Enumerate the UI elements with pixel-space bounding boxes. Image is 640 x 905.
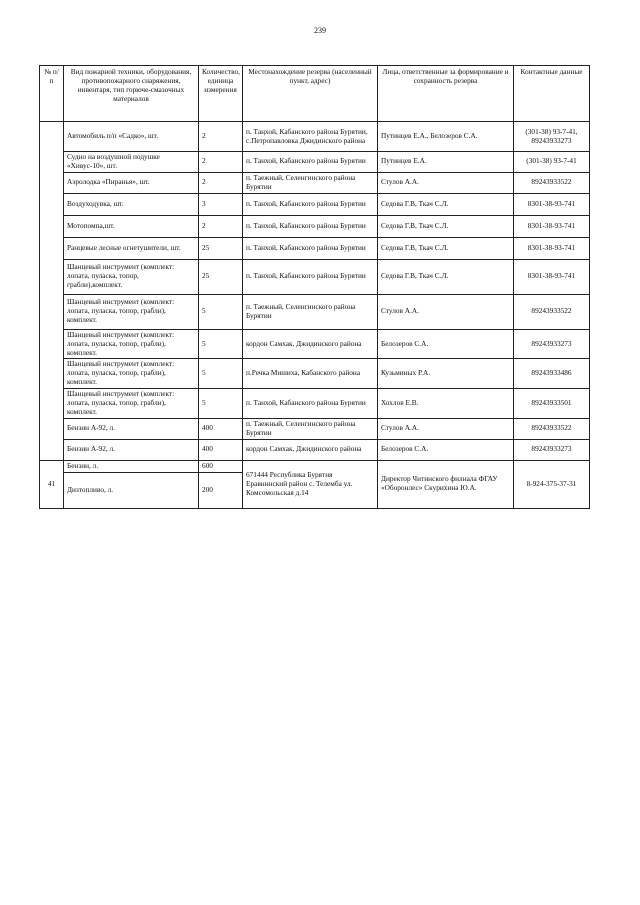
equipment-type: Мотопомпа,шт.: [64, 215, 199, 237]
quantity: 2: [199, 122, 243, 152]
quantity: 25: [199, 259, 243, 294]
table-row: [40, 418, 590, 439]
group-a-body: [40, 122, 590, 461]
table-row: [40, 259, 590, 294]
location: п. Таежный, Селенгинского района Бурятии: [243, 418, 378, 439]
location: п. Танхой, Кабанского района Бурятии: [243, 193, 378, 215]
reserve-table: [39, 65, 590, 509]
quantity: 5: [199, 294, 243, 329]
equipment-type: Шанцевый инструмент (комплект: лопата, пулаcка, топор, грабли), комплект.: [64, 359, 199, 389]
table-row: [40, 329, 590, 359]
table-row: [40, 152, 590, 173]
row-number: 41: [40, 460, 64, 508]
quantity: 5: [199, 359, 243, 389]
contacts: (301-38) 93-7-41, 89243933273: [514, 122, 590, 152]
equipment-type: Автомобиль п/п «Садко», шт.: [64, 122, 199, 152]
header-responsible-persons: Лица, ответственные за формирование и сохранность резерва: [378, 66, 514, 122]
header-equipment-type: Вид пожарной техники, оборудования, противопожарного снаряжения, инвентаря, тип горюче-смазочных материалов: [64, 66, 199, 122]
contacts: 89243933522: [514, 172, 590, 193]
contacts: 8301-38-93-741: [514, 259, 590, 294]
responsible-persons: Стулов А.А.: [378, 172, 514, 193]
responsible-persons: Белозеров С.А.: [378, 439, 514, 460]
contacts: 8301-38-93-741: [514, 193, 590, 215]
contacts: 89243933273: [514, 329, 590, 359]
header-location: Местонахождение резерва (населенный пункт, адрес): [243, 66, 378, 122]
responsible-persons: Седова Г.В, Ткач С.Л.: [378, 215, 514, 237]
table-row: [40, 193, 590, 215]
location: 671444 Республика Бурятия Еравнинский район с. Телемба ул. Комсомольская д.14: [243, 460, 378, 508]
table-row: [40, 172, 590, 193]
header-contacts: Контактные данные: [514, 66, 590, 122]
responsible-persons: Хохлов Е.В.: [378, 389, 514, 419]
table-header: [40, 66, 590, 122]
location: кордон Самхак, Джидинского района: [243, 439, 378, 460]
quantity: 5: [199, 329, 243, 359]
responsible-persons: Директор Читинского филиала ФГАУ «Оборонлес» Скурихина Ю.А.: [378, 460, 514, 508]
responsible-persons: Кузьминых Р.А.: [378, 359, 514, 389]
location: кордон Самхак, Джидинского района: [243, 329, 378, 359]
equipment-type: Шанцевый инструмент (комплект: лопата, пулаcка, топор, грабли), комплект.: [64, 389, 199, 419]
group-b-body: [40, 460, 590, 508]
quantity: 400: [199, 439, 243, 460]
location: п. Таежный, Селенгинского района Бурятии: [243, 172, 378, 193]
location: п. Танхой, Кабанского района Бурятии: [243, 389, 378, 419]
equipment-type: Дизтопливо, л.: [64, 472, 199, 508]
contacts: 8-924-375-37-31: [514, 460, 590, 508]
table-row: [40, 359, 590, 389]
responsible-persons: Стулов А.А.: [378, 418, 514, 439]
location: п.Речка Мишиха, Кабанского района: [243, 359, 378, 389]
equipment-type: Воздуходувка, шт.: [64, 193, 199, 215]
equipment-type: Бензин, л.: [64, 460, 199, 472]
location: п. Танхой, Кабанского района Бурятии: [243, 259, 378, 294]
table-row: [40, 439, 590, 460]
equipment-type: Бензин А-92, л.: [64, 418, 199, 439]
table-row: [40, 215, 590, 237]
location: п. Таежный, Селенгинского района Бурятии: [243, 294, 378, 329]
contacts: (301-38) 93-7-41: [514, 152, 590, 173]
quantity: 2: [199, 152, 243, 173]
quantity: 2: [199, 215, 243, 237]
quantity: 400: [199, 418, 243, 439]
page-number: 239: [314, 26, 326, 35]
equipment-type: Шанцевый инструмент (комплект: лопата, пулаcка, топор, грабли), комплект.: [64, 329, 199, 359]
equipment-type: Шанцевый инструмент (комплект: лопата, пулаcка, топор, грабли),комплект.: [64, 259, 199, 294]
equipment-type: Шанцевый инструмент (комплект: лопата, пулаcка, топор, грабли), комплект.: [64, 294, 199, 329]
table-row: [40, 389, 590, 419]
contacts: 89243933501: [514, 389, 590, 419]
responsible-persons: Седова Г.В, Ткач С.Л.: [378, 193, 514, 215]
responsible-persons: Стулов А.А.: [378, 294, 514, 329]
responsible-persons: Седова Г.В, Ткач С.Л.: [378, 237, 514, 259]
quantity: 3: [199, 193, 243, 215]
quantity: 5: [199, 389, 243, 419]
equipment-type: Ранцевые лесные огнетушители, шт.: [64, 237, 199, 259]
table-row: [40, 294, 590, 329]
table-row: [40, 237, 590, 259]
quantity: 200: [199, 472, 243, 508]
equipment-type: Аэролодка «Пиранья», шт.: [64, 172, 199, 193]
contacts: 8301-38-93-741: [514, 237, 590, 259]
responsible-persons: Путинцев Е.А.: [378, 152, 514, 173]
row-number: [40, 122, 64, 461]
responsible-persons: Белозеров С.А.: [378, 329, 514, 359]
contacts: 89243933522: [514, 294, 590, 329]
equipment-type: Бензин А-92, л.: [64, 439, 199, 460]
contacts: 89243933273: [514, 439, 590, 460]
header-number: № п/п: [40, 66, 64, 122]
table-row: [40, 122, 590, 152]
location: п. Таңхой, Кабанского района Бурятии, с.Петропавловка Джидинского района: [243, 122, 378, 152]
responsible-persons: Путинцев Е.А., Белозеров С.А.: [378, 122, 514, 152]
quantity: 2: [199, 172, 243, 193]
quantity: 600: [199, 460, 243, 472]
location: п. Танхой, Кабанского района Бурятии: [243, 237, 378, 259]
contacts: 8301-38-93-741: [514, 215, 590, 237]
contacts: 89243933522: [514, 418, 590, 439]
equipment-type: Судно на воздушной подушке «Хивус-10», шт.: [64, 152, 199, 173]
responsible-persons: Седова Г.В, Ткач С.Л.: [378, 259, 514, 294]
header-quantity: Количество, единица измерения: [199, 66, 243, 122]
contacts: 89243933486: [514, 359, 590, 389]
location: п. Танхой, Кабанского района Бурятии: [243, 152, 378, 173]
location: п. Танхой, Кабанского района Бурятии: [243, 215, 378, 237]
quantity: 25: [199, 237, 243, 259]
